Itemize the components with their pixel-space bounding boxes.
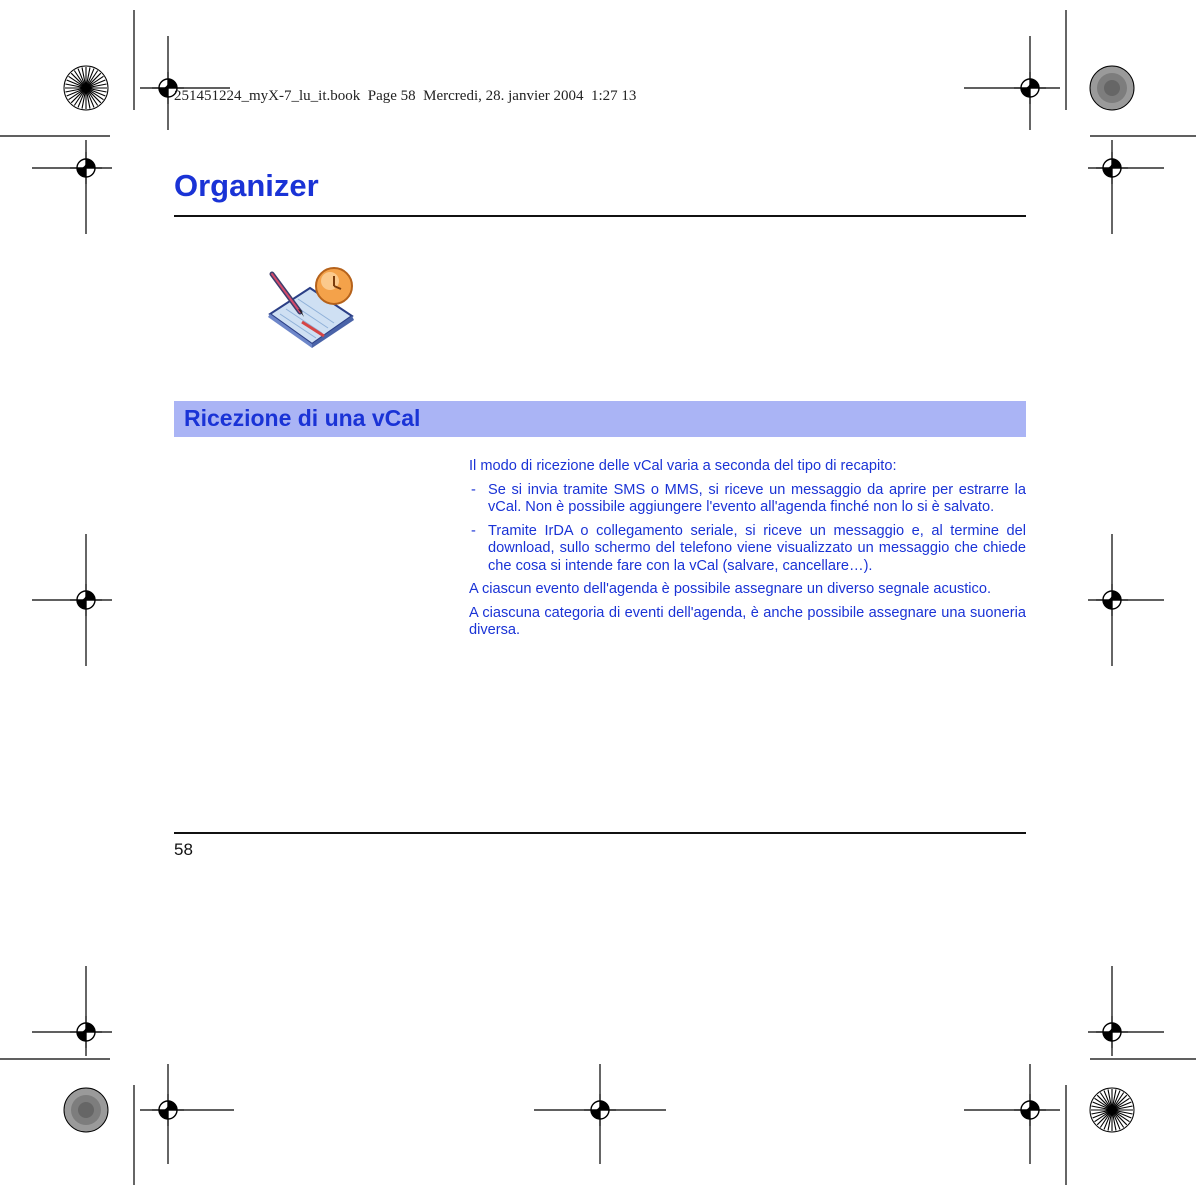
bullet-text: Tramite IrDA o collegamento seriale, si riceve un messaggio e, al termine del download, sullo schermo del telefono viene visualizzato un messaggio che chiede che cosa si intende fare con la vCal (salvare, cancellare…). <box>488 522 1026 574</box>
page-title: Organizer <box>174 168 319 203</box>
bullet-dash: - <box>471 522 476 539</box>
section-header-bar <box>174 401 1026 437</box>
intro-paragraph: Il modo di ricezione delle vCal varia a seconda del tipo di recapito: <box>469 458 897 474</box>
bullet-dash: - <box>471 481 476 498</box>
page-number: 58 <box>174 840 193 859</box>
organizer-calendar-pen-icon <box>266 264 356 348</box>
footer-rule <box>174 832 1026 834</box>
list-item <box>469 482 1026 517</box>
bullet-text: Se si invia tramite SMS o MMS, si riceve un messaggio da aprire per estrarre la vCal. Non è possibile aggiungere l'evento all'agenda finché non lo si è salvato. <box>488 481 1026 515</box>
section-title: Ricezione di una vCal <box>184 405 421 431</box>
body-paragraph: A ciascun evento dell'agenda è possibile assegnare un diverso segnale acustico. <box>469 581 992 597</box>
title-rule <box>174 215 1026 217</box>
body-paragraph: A ciascuna categoria di eventi dell'agenda, è anche possibile assegnare una suoneria diversa. <box>469 604 1026 638</box>
book-info-header: 251451224_myX-7_lu_it.book Page 58 Mercredi, 28. janvier 2004 1:27 13 <box>174 88 637 104</box>
section-body <box>469 458 1026 646</box>
list-item <box>469 523 1026 576</box>
